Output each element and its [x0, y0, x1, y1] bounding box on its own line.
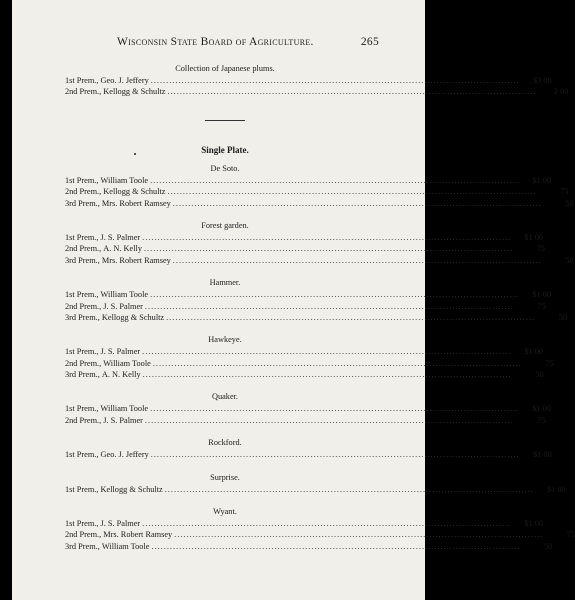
prize-amount: 50	[565, 198, 574, 208]
winner-name: Geo. J. Jeffery	[100, 76, 149, 85]
premium-list	[65, 63, 575, 552]
dot-leader: ........................................................................................................................	[142, 347, 512, 357]
award-row: 3rd Prem. , Mrs. Robert Ramsey ........................................................................................................................ 50	[65, 255, 574, 265]
award-row: 3rd Prem. , A. N. Kelly ........................................................................................................................ 50	[65, 370, 544, 380]
winner-name: Mrs. Robert Ramsey	[103, 530, 173, 540]
prize-amount: $3 00	[532, 76, 552, 85]
winner-name: William Toole	[103, 358, 151, 368]
prize-amount: 50	[544, 541, 553, 551]
running-head-title: Wisconsin State Board of Agriculture.	[117, 36, 314, 48]
premium-rank: 2nd Prem.	[65, 87, 100, 97]
premium-rank: 2nd Prem.	[65, 415, 100, 425]
book-page	[12, 0, 575, 600]
winner-name: J. S. Palmer	[100, 232, 141, 242]
dot-leader: ........................................................................................................................	[144, 301, 514, 311]
winner-name: Kellogg & Schultz	[101, 312, 165, 322]
award-row: 2nd Prem. , Mrs. Robert Ramsey ........................................................................................................................ 75	[65, 530, 575, 540]
winner-name: J. S. Palmer	[103, 415, 143, 425]
winner-name: William Toole	[100, 404, 149, 414]
premium-rank: 3rd Prem.	[65, 370, 98, 380]
winner-name: A. N. Kelly	[103, 244, 142, 254]
dot-leader: ........................................................................................................................	[142, 232, 512, 242]
winner-name: J. S. Palmer	[103, 301, 143, 311]
dot-leader: ........................................................................................................................	[150, 404, 519, 414]
winner-name: Mrs. Robert Ramsey	[101, 198, 171, 208]
dot-leader: ........................................................................................................................	[144, 415, 514, 425]
dot-leader: ........................................................................................................................	[151, 541, 521, 551]
prize-amount: 50	[565, 255, 574, 265]
dot-leader: ........................................................................................................................	[142, 370, 512, 380]
dot-leader: ........................................................................................................................	[166, 312, 536, 322]
winner-name: William Toole	[100, 175, 149, 185]
prize-amount: $1 00	[546, 484, 566, 494]
premium-rank: 3rd Prem.	[65, 541, 98, 551]
award-row: 1st Prem. , J. S. Palmer ........................................................................................................................ $1 00	[65, 232, 544, 242]
award-row: 3rd Prem. , William Toole ........................................................................................................................ 50	[65, 541, 553, 551]
dot-leader: ........................................................................................................................	[143, 244, 513, 254]
premium-rank: 1st Prem.	[65, 484, 97, 494]
variety-heading: De Soto.	[210, 163, 240, 173]
prize-amount: $1 00	[524, 232, 544, 242]
winner-name: Kellogg & Schultz	[103, 187, 166, 197]
dot-leader: ........................................................................................................................	[172, 198, 542, 208]
award-row: 2nd Prem. , J. S. Palmer ........................................................................................................................ 75	[65, 415, 546, 425]
winner-name: Kellogg & Schultz	[103, 87, 166, 97]
variety-sections	[65, 163, 575, 552]
award-row: 2nd Prem. , Kellogg & Schultz ........................................................................................................................ 2 00	[65, 87, 569, 97]
prize-amount: $1 00	[532, 450, 552, 460]
collection-heading: Collection of Japanese plums.	[175, 64, 275, 73]
variety-heading: Rockford.	[208, 438, 242, 448]
winner-name: Kellogg & Schultz	[100, 484, 163, 494]
dot-leader: ........................................................................................................................	[167, 87, 537, 97]
prize-amount: $1 00	[532, 175, 551, 185]
variety-heading: Surprise.	[210, 472, 240, 482]
winner-name: Geo. J. Jeffery	[100, 450, 149, 460]
page-number: 265	[360, 36, 379, 48]
prize-amount: 75	[566, 530, 575, 540]
winner-name: William Toole	[100, 290, 149, 300]
award-row: 2nd Prem. , J. S. Palmer ........................................................................................................................ 75	[65, 301, 546, 311]
premium-rank: 2nd Prem.	[65, 530, 100, 540]
premium-rank: 2nd Prem.	[65, 187, 100, 197]
dot-leader: ........................................................................................................................	[167, 187, 537, 197]
variety-heading: Hammer.	[209, 278, 241, 288]
premium-rank: 1st Prem.	[65, 404, 97, 414]
dot-leader: ........................................................................................................................	[150, 450, 520, 460]
premium-rank: 1st Prem.	[65, 290, 97, 300]
prize-amount: 75	[545, 358, 554, 368]
premium-rank: 1st Prem.	[65, 450, 97, 460]
prize-amount: 75	[537, 415, 546, 425]
winner-name: J. S. Palmer	[100, 519, 141, 529]
prize-amount: 50	[558, 312, 568, 322]
dot-leader: ........................................................................................................................	[150, 76, 520, 85]
award-row: 2nd Prem. , A. N. Kelly ........................................................................................................................ 75	[65, 244, 545, 254]
prize-amount: 75	[537, 301, 546, 311]
premium-rank: 1st Prem.	[65, 347, 97, 357]
award-row: 2nd Prem. , William Toole ........................................................................................................................ 75	[65, 358, 554, 368]
dot-leader: ........................................................................................................................	[142, 519, 512, 529]
award-row: 3rd Prem. , Kellogg & Schultz ........................................................................................................................ 50	[65, 312, 568, 322]
winner-name: A. N. Kelly	[101, 370, 141, 380]
prize-amount: 75	[536, 244, 545, 254]
premium-rank: 2nd Prem.	[65, 244, 100, 254]
dot-leader: ........................................................................................................................	[174, 530, 544, 540]
dot-leader: ........................................................................................................................	[150, 175, 519, 185]
single-plate-heading: Single Plate.	[201, 144, 249, 155]
variety-heading: Quaker.	[211, 392, 239, 402]
premium-rank: 3rd Prem.	[65, 198, 98, 208]
award-row: 1st Prem. , J. S. Palmer ........................................................................................................................ $1 00	[65, 347, 544, 357]
prize-amount: $1 00	[524, 519, 544, 529]
award-row: 1st Prem. , Geo. J. Jeffery ........................................................................................................................ $3 00	[65, 76, 552, 85]
premium-rank: 1st Prem.	[65, 76, 97, 85]
award-row: 3rd Prem. , Mrs. Robert Ramsey ........................................................................................................................ 50	[65, 198, 574, 208]
premium-rank: 1st Prem.	[65, 519, 97, 529]
dot-leader: ........................................................................................................................	[150, 290, 519, 300]
winner-name: Mrs. Robert Ramsey	[101, 255, 171, 265]
prize-amount: $1 00	[532, 404, 551, 414]
award-row: 1st Prem. , Kellogg & Schultz ........................................................................................................................ $1 00	[65, 484, 566, 494]
winner-name: J. S. Palmer	[100, 347, 141, 357]
premium-rank: 3rd Prem.	[65, 312, 98, 322]
award-row: 1st Prem. , J. S. Palmer ........................................................................................................................ $1 00	[65, 519, 544, 529]
prize-amount: $1 00	[524, 347, 544, 357]
prize-amount: 75	[560, 187, 569, 197]
prize-amount: $1 00	[532, 290, 551, 300]
premium-rank: 3rd Prem.	[65, 255, 98, 265]
award-row: 1st Prem. , William Toole ........................................................................................................................ $1 00	[65, 404, 551, 414]
collection-entries	[65, 75, 569, 98]
prize-amount: 50	[535, 370, 544, 380]
award-row: 2nd Prem. , Kellogg & Schultz ........................................................................................................................ 75	[65, 187, 569, 197]
award-row: 1st Prem. , William Toole ........................................................................................................................ $1 00	[65, 290, 551, 300]
premium-rank: 2nd Prem.	[65, 301, 100, 311]
award-row: 1st Prem. , Geo. J. Jeffery ........................................................................................................................ $1 00	[65, 450, 552, 460]
award-row: 1st Prem. , William Toole ........................................................................................................................ $1 00	[65, 175, 551, 185]
variety-heading: Hawkeye.	[208, 335, 242, 345]
winner-name: William Toole	[101, 541, 150, 551]
dot-leader: ........................................................................................................................	[164, 484, 534, 494]
dot-leader: ........................................................................................................................	[172, 255, 542, 265]
variety-heading: Wyant.	[213, 507, 237, 517]
premium-rank: 1st Prem.	[65, 232, 97, 242]
variety-heading: Forest garden.	[201, 220, 249, 230]
premium-rank: 2nd Prem.	[65, 358, 100, 368]
premium-rank: 1st Prem.	[65, 175, 97, 185]
prize-amount: 2 00	[553, 87, 569, 97]
dot-leader: ........................................................................................................................	[152, 358, 522, 368]
